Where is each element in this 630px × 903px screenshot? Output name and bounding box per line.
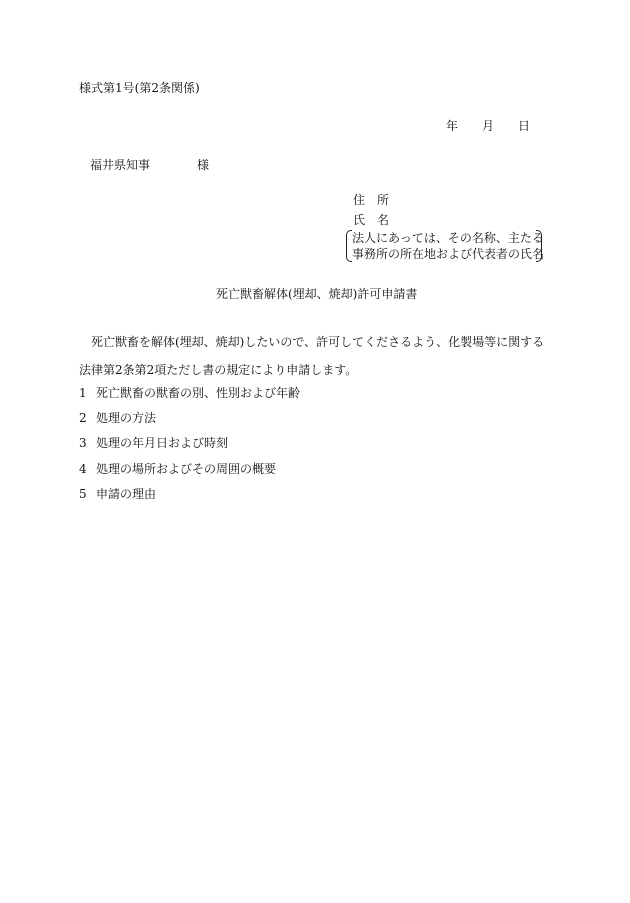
document-title: 死亡獣畜解体(埋却、焼却)許可申請書	[216, 287, 418, 301]
name-label-char-1: 氏	[353, 213, 366, 227]
date-month-label: 月	[482, 119, 495, 133]
name-label-char-2: 名	[377, 213, 390, 227]
list-item-number: 1	[79, 386, 87, 400]
list-item-text: 申請の理由	[96, 487, 157, 501]
right-bracket	[536, 230, 542, 262]
addressee-name: 福井県知事	[90, 158, 151, 172]
list-item-text: 処理の場所およびその周囲の概要	[96, 462, 277, 476]
address-label-char-2: 所	[377, 193, 390, 207]
date-year-label: 年	[446, 119, 459, 133]
corporate-note	[346, 230, 545, 262]
form-number: 様式第1号(第2条関係)	[79, 81, 200, 95]
address-label-char-1: 住	[353, 193, 366, 207]
list-item-text: 処理の方法	[96, 411, 157, 425]
corporate-note-line-2: 事務所の所在地および代表者の氏名	[352, 247, 545, 261]
addressee	[90, 158, 210, 172]
list-item-number: 4	[79, 462, 87, 476]
list-item-number: 3	[79, 436, 87, 450]
body-paragraph: 死亡獣畜を解体(埋却、焼却)したいので、許可してくださるよう、化製場等に関する法律第2条第2項ただし書の規定により申請します。	[79, 335, 545, 377]
list-item-number: 2	[79, 411, 87, 425]
list-item-number: 5	[79, 487, 87, 501]
corporate-note-line-1: 法人にあっては、その名称、主たる	[352, 231, 544, 245]
addressee-honorific: 様	[197, 158, 210, 172]
date-day-label: 日	[518, 119, 531, 133]
list-item-text: 死亡獣畜の獣畜の別、性別および年齢	[96, 386, 301, 400]
list-item-text: 処理の年月日および時刻	[96, 436, 229, 450]
